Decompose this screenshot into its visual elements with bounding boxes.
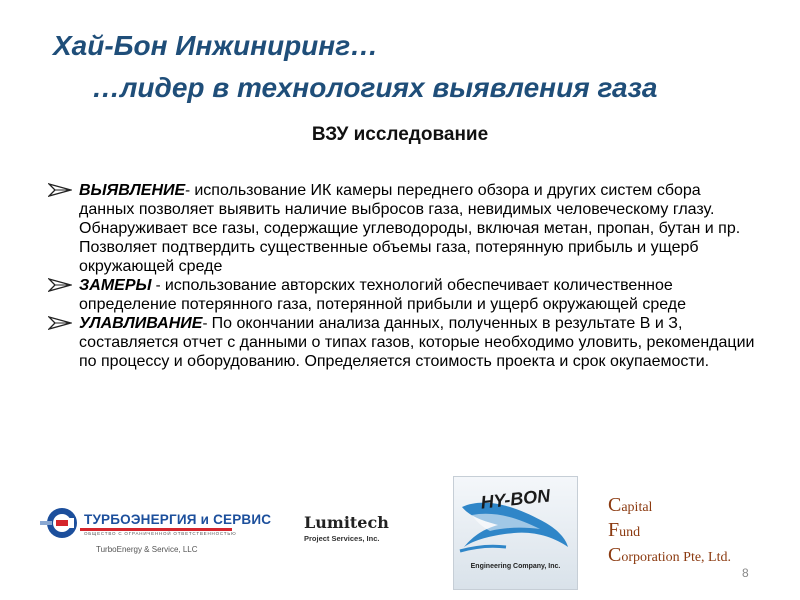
bullet-separator: - bbox=[202, 315, 212, 332]
capital-line-3 bbox=[608, 544, 731, 569]
subtitle: ВЗУ исследование bbox=[311, 124, 489, 145]
bullet-text: использование авторских технологий обеспечивает количественное определение потерянного газа, потерянной прибыли и ущерб окружающей среде bbox=[79, 277, 687, 313]
bullet-term: ВЫЯВЛЕНИЕ bbox=[79, 182, 186, 199]
bullet-list bbox=[48, 181, 760, 371]
capital-rest: orporation Pte, Ltd. bbox=[621, 550, 731, 565]
lumitech-name: Lumitech bbox=[304, 513, 389, 532]
lumitech-subtitle: Project Services, Inc. bbox=[304, 534, 380, 543]
bullet-separator: - bbox=[185, 182, 195, 199]
bullet-text: По окончании анализа данных, полученных в результате В и З, составляется отчет с данными о типах газов, которые необходимо уловить, рекомендации по процессу и оборудованию. Определяется стоимость проекта и срок окупаемости. bbox=[79, 315, 755, 370]
capital-rest: und bbox=[619, 525, 641, 540]
capital-initial: C bbox=[608, 494, 622, 516]
turboenergy-logo-icon bbox=[40, 506, 80, 540]
page-number: 8 bbox=[742, 566, 749, 580]
turboenergy-logo bbox=[40, 506, 272, 566]
lumitech-logo bbox=[300, 513, 390, 553]
bullet-capture bbox=[48, 314, 760, 371]
arrowhead-bullet-icon bbox=[48, 277, 72, 293]
bullet-term: ЗАМЕРЫ bbox=[79, 277, 152, 294]
capital-initial: F bbox=[608, 519, 620, 541]
bullet-measurement bbox=[48, 276, 760, 314]
capital-initial: C bbox=[608, 544, 622, 566]
title-line-1: Хай-Бон Инжиниринг… bbox=[53, 30, 379, 61]
title-line-2: …лидер в технологиях выявления газа bbox=[92, 72, 658, 103]
turboenergy-tagline: ОБЩЕСТВО С ОГРАНИЧЕННОЙ ОТВЕТСТВЕННОСТЬЮ bbox=[84, 531, 237, 536]
hybon-swoosh-icon bbox=[454, 477, 579, 591]
capital-line-1 bbox=[608, 494, 731, 519]
capital-line-2 bbox=[608, 519, 731, 544]
capital-rest: apital bbox=[621, 500, 653, 515]
arrowhead-bullet-icon bbox=[48, 182, 72, 198]
arrowhead-bullet-icon bbox=[48, 315, 72, 331]
bullet-detection bbox=[48, 181, 760, 276]
hybon-logo bbox=[453, 476, 578, 590]
turboenergy-caption: TurboEnergy & Service, LLC bbox=[96, 545, 198, 554]
hybon-name: HY-BON bbox=[479, 485, 552, 513]
hybon-caption: Engineering Company, Inc. bbox=[470, 563, 561, 570]
turboenergy-name: ТУРБОЭНЕРГИЯ и СЕРВИС bbox=[84, 512, 272, 527]
bullet-text: использование ИК камеры переднего обзора и других систем сбора данных позволяет выявить наличие выбросов газа, невидимых человеческому глазу. Обнаруживает все газы, содержащие углеводороды, включая метан, пропан, бутан и пр. Позволяет подтвердить существенные объемы газа, потерянную прибыль и ущерб окружающей среде bbox=[79, 182, 741, 275]
bullet-separator: - bbox=[151, 277, 165, 294]
capital-fund-logo bbox=[608, 494, 731, 569]
bullet-term: УЛАВЛИВАНИЕ bbox=[79, 315, 203, 332]
